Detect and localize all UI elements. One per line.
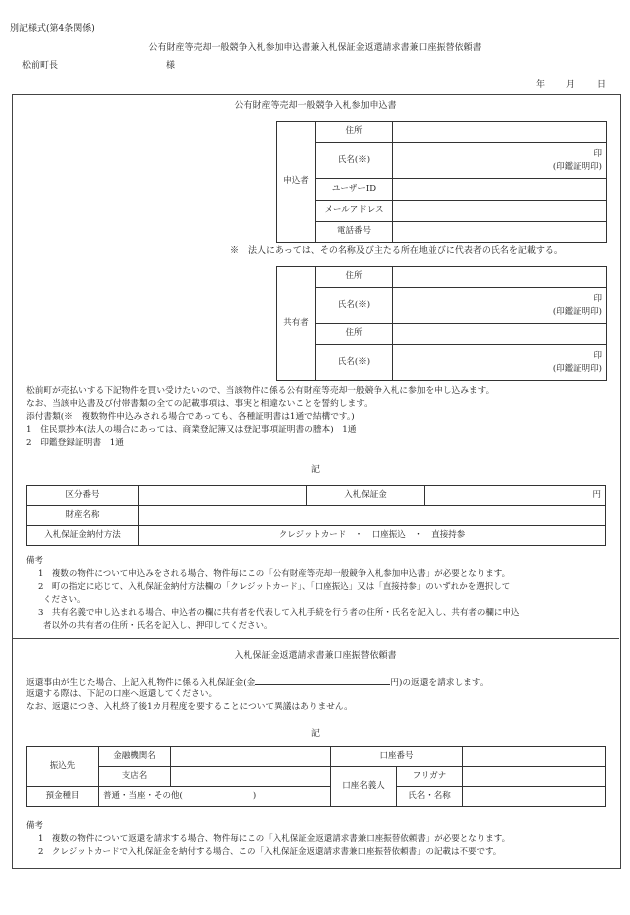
form-number: 別記様式(第4条関係) <box>10 24 95 34</box>
co-owner-table <box>276 266 607 381</box>
phone-field[interactable] <box>393 222 607 243</box>
furigana-label: フリガナ <box>397 767 463 787</box>
date-month: 月 <box>566 80 576 90</box>
co-owner-address-label-2: 住所 <box>316 324 393 345</box>
yen-unit: 円 <box>592 489 601 500</box>
bank-table <box>26 746 606 807</box>
applicant-address-field[interactable] <box>393 122 607 143</box>
co-owner-address-field-1[interactable] <box>393 267 607 288</box>
statement-line-4: 1 住民票抄本(法人の場合にあっては、商業登記簿又は登記事項証明書の謄本) 1通 <box>26 425 357 435</box>
user-id-field[interactable] <box>393 179 607 201</box>
refund-line-1-post: 円)の返還を請求します。 <box>390 678 489 688</box>
remark-3-cont: 者以外の共有者の住所・氏名を記入し、押印してください。 <box>43 621 273 631</box>
phone-label: 電話番号 <box>316 222 393 243</box>
co-owner-address-field-2[interactable] <box>393 324 607 345</box>
section-number-field[interactable] <box>139 486 307 506</box>
co-owner-address-label-1: 住所 <box>316 267 393 288</box>
user-id-label: ユーザーID <box>316 179 393 201</box>
statement-line-1: 松前町が売払いする下記物件を買い受けたいので、当該物件に係る公有財産等売却一般競争入札に参加を申し込みます。 <box>26 386 495 396</box>
transfer-to-label: 振込先 <box>27 747 99 787</box>
applicant-name-label: 氏名(※) <box>316 143 393 179</box>
section-divider <box>12 638 619 639</box>
remark-2: 2 町の指定に応じて、入札保証金納付方法欄の「クレジットカード」、「口座振込」又は「直接持参」のいずれかを選択して <box>38 582 511 592</box>
co-owner-name-field-1[interactable] <box>393 288 607 324</box>
statement-line-5: 2 印鑑登録証明書 1通 <box>26 438 124 448</box>
remark-1: 1 複数の物件について申込みをされる場合、物件毎にこの「公有財産等売却一般競争入札参加申込書」が必要となります。 <box>38 569 511 579</box>
payment-method-label: 入札保証金納付方法 <box>27 526 139 546</box>
refund-amount-field[interactable] <box>255 675 390 685</box>
seal-note: (印鑑証明印) <box>552 363 602 374</box>
holder-name-label: 氏名・名称 <box>397 787 463 807</box>
property-name-field[interactable] <box>139 506 606 526</box>
seal-mark: 印 <box>593 293 602 304</box>
bank-name-field[interactable] <box>171 747 331 767</box>
refund-title: 入札保証金返還請求書兼口座振替依頼書 <box>234 651 397 661</box>
co-owner-name-label-2: 氏名(※) <box>316 345 393 381</box>
refund-line-1-pre: 返還事由が生じた場合、上記入札物件に係る入札保証金(金 <box>26 678 256 688</box>
holder-name-field[interactable] <box>463 787 606 807</box>
applicant-address-label: 住所 <box>316 122 393 143</box>
refund-line-2: 返還する際は、下記の口座へ返還してください。 <box>26 689 218 699</box>
refund-remarks-title: 備考 <box>26 821 44 831</box>
co-owner-label: 共有者 <box>277 267 316 381</box>
co-owner-name-label-1: 氏名(※) <box>316 288 393 324</box>
account-number-label: 口座番号 <box>331 747 463 767</box>
statement-line-2: なお、当該申込書及び付帯書類の全ての記載事項は、事実と相違ないことを誓約します。 <box>26 399 373 409</box>
seal-note: (印鑑証明印) <box>552 161 602 172</box>
refund-ki-label: 記 <box>310 729 320 739</box>
email-label: メールアドレス <box>316 201 393 222</box>
remarks-title: 備考 <box>26 556 44 566</box>
refund-line-3: なお、返還につき、入札終了後1カ月程度を要することについて異議はありません。 <box>26 702 353 712</box>
addressee: 松前町長 <box>22 61 59 71</box>
branch-field[interactable] <box>171 767 331 787</box>
applicant-label: 申込者 <box>277 122 316 243</box>
statement-line-3: 添付書類(※ 複数物件申込みされる場合であっても、各種証明書は1通で結構です。) <box>26 412 355 422</box>
deposit-type-field[interactable] <box>99 787 331 807</box>
corporate-note: ※ 法人にあっては、その名称及び主たる所在地並びに代表者の氏名を記載する。 <box>230 246 563 256</box>
co-owner-name-field-2[interactable] <box>393 345 607 381</box>
deposit-type-options: 普通・当座・その他( <box>103 790 183 801</box>
seal-note: (印鑑証明印) <box>552 306 602 317</box>
deposit-label: 入札保証金 <box>307 486 425 506</box>
applicant-table <box>276 121 607 243</box>
ki-label: 記 <box>310 465 320 475</box>
page-title: 公有財産等売却一般競争入札参加申込書兼入札保証金返還請求書兼口座振替依頼書 <box>148 43 482 53</box>
applicant-name-field[interactable] <box>393 143 607 179</box>
date-day: 日 <box>597 80 607 90</box>
remark-2-cont: ください。 <box>43 595 86 605</box>
application-title: 公有財産等売却一般競争入札参加申込書 <box>234 101 397 111</box>
refund-remark-2: 2 クレジットカードで入札保証金を納付する場合、この「入札保証金返還請求書兼口座振替依頼書」の記載は不要です。 <box>38 847 502 857</box>
seal-mark: 印 <box>593 350 602 361</box>
email-field[interactable] <box>393 201 607 222</box>
bank-name-label: 金融機関名 <box>99 747 171 767</box>
branch-label: 支店名 <box>99 767 171 787</box>
section-number-label: 区分番号 <box>27 486 139 506</box>
deposit-field[interactable] <box>425 486 606 506</box>
account-holder-label: 口座名義人 <box>331 767 397 807</box>
deposit-type-paren-close: ) <box>252 790 257 801</box>
refund-remark-1: 1 複数の物件について返還を請求する場合、物件毎にこの「入札保証金返還請求書兼口座振替依頼書」が必要となります。 <box>38 834 511 844</box>
seal-mark: 印 <box>593 148 602 159</box>
deposit-type-label: 預金種目 <box>27 787 99 807</box>
furigana-field[interactable] <box>463 767 606 787</box>
date-year: 年 <box>536 80 546 90</box>
remark-3: 3 共有名義で申し込まれる場合、申込者の欄に共有者を代表して入札手続を行う者の住所・氏名を記入し、共有者の欄に申込 <box>38 608 520 618</box>
property-table <box>26 485 606 546</box>
honorific: 様 <box>166 61 176 71</box>
account-number-field[interactable] <box>463 747 606 767</box>
property-name-label: 財産名称 <box>27 506 139 526</box>
payment-method-options[interactable]: クレジットカード ・ 口座振込 ・ 直接持参 <box>139 526 606 546</box>
